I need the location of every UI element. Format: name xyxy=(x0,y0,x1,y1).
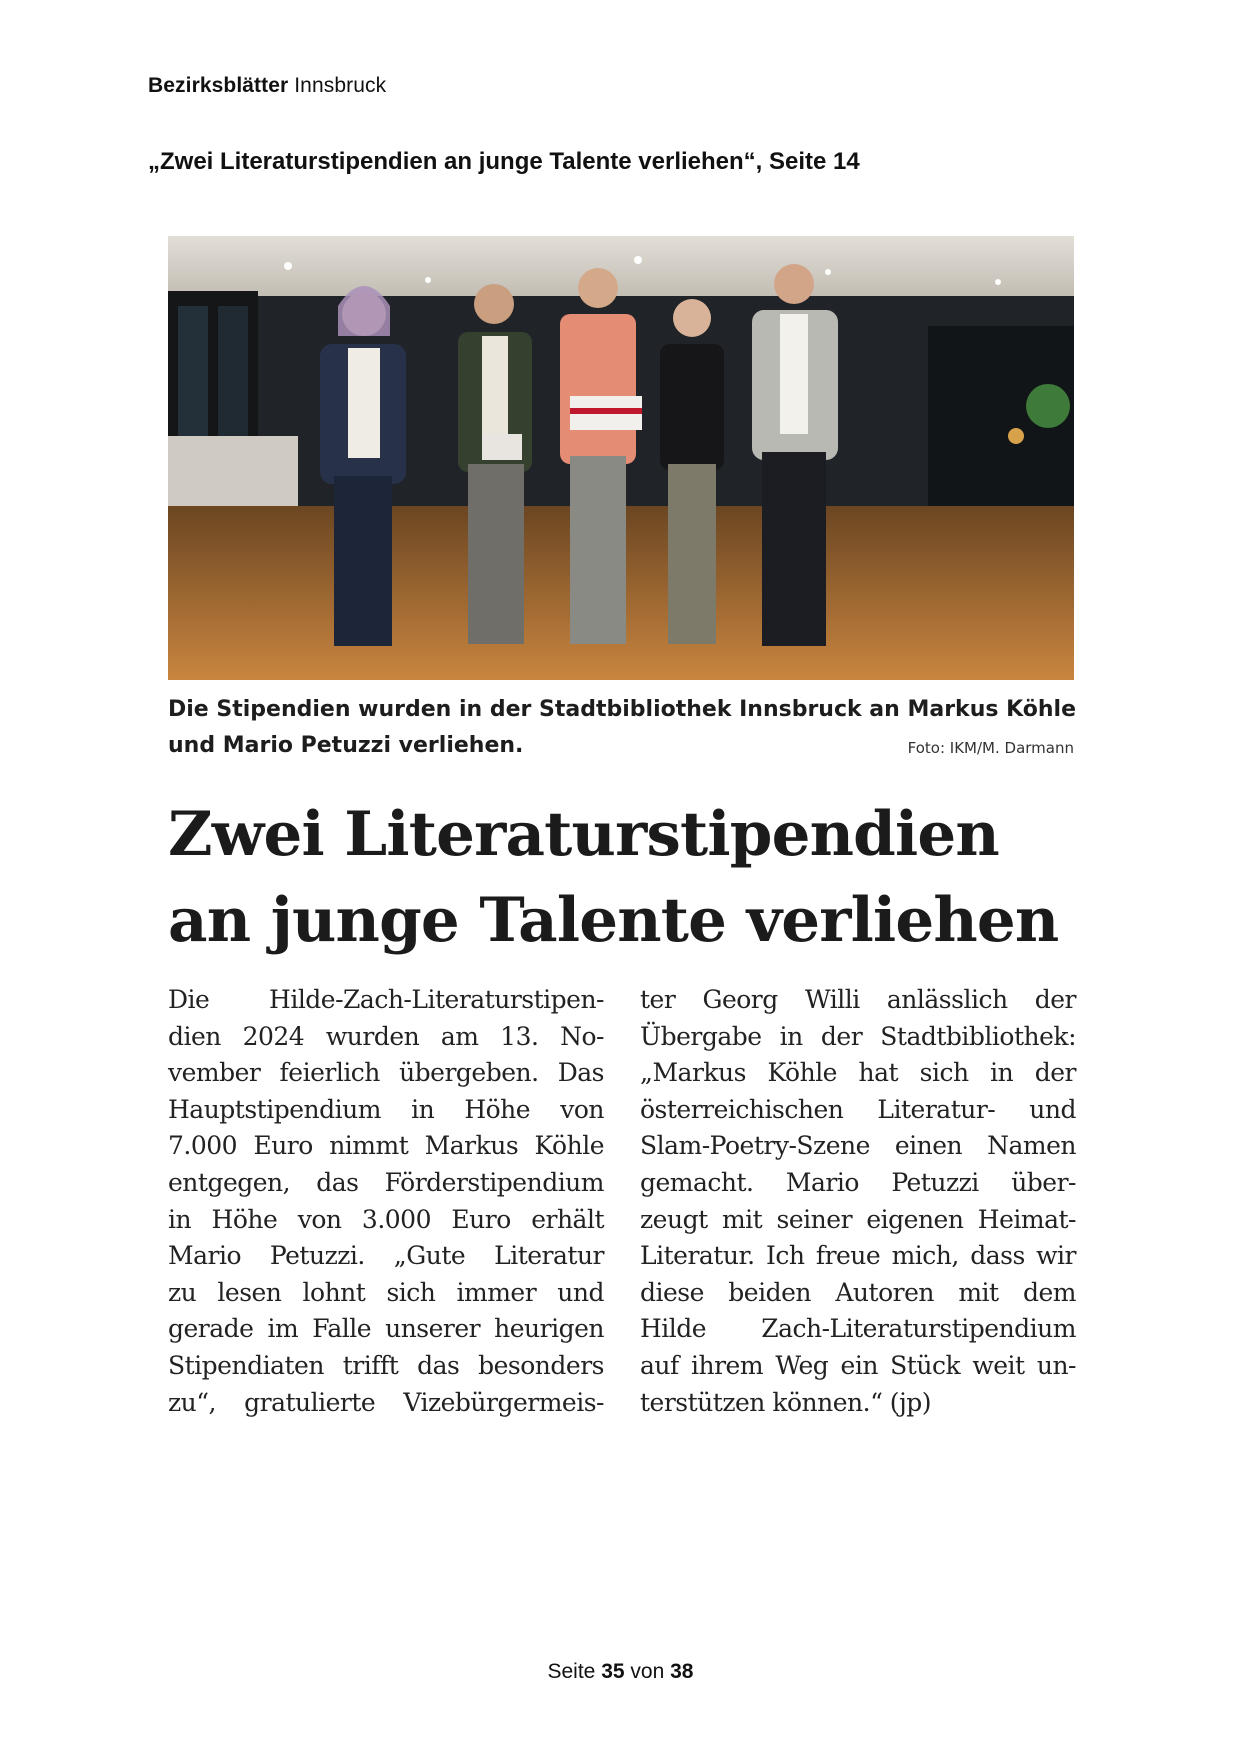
publication-source xyxy=(148,74,386,98)
body-line: Stipendiaten trifft das besonders xyxy=(168,1350,604,1380)
article-photo xyxy=(168,236,1074,680)
body-column-right xyxy=(640,982,1076,1421)
left-wall-panel xyxy=(168,436,298,516)
body-column-left xyxy=(168,982,604,1421)
caption-line: Die Stipendien wurden in der Stadtbibliothek Innsbruck an Markus Köhle xyxy=(168,697,1077,722)
body-line: zu lesen lohnt sich immer und xyxy=(168,1277,604,1307)
photo-illustration xyxy=(168,236,1074,680)
page-total: 38 xyxy=(670,1660,694,1683)
body-line: vember feierlich übergeben. Das xyxy=(168,1058,604,1088)
headline-line: Zwei Literaturstipendien xyxy=(168,799,999,870)
body-line: diese beiden Autoren mit dem xyxy=(640,1277,1076,1307)
caption-line: und Mario Petuzzi verliehen. xyxy=(168,733,524,758)
page-footer xyxy=(0,1660,1241,1684)
article-headline xyxy=(168,792,1088,964)
page-prefix: Seite xyxy=(547,1660,596,1683)
body-line: Slam-Poetry-Szene einen Namen xyxy=(640,1131,1076,1161)
body-line: dien 2024 wurden am 13. No- xyxy=(168,1021,604,1051)
article-reference: „Zwei Literaturstipendien an junge Talente verliehen“, Seite 14 xyxy=(148,148,860,175)
body-line: Literatur. Ich freue mich, dass wir xyxy=(640,1241,1076,1271)
body-line: Hilde Zach-Literaturstipendium xyxy=(640,1314,1076,1344)
page-separator: von xyxy=(630,1660,665,1683)
body-line: zeugt mit seiner eigenen Heimat- xyxy=(640,1204,1076,1234)
body-line: Hauptstipendium in Höhe von xyxy=(168,1094,604,1124)
body-line: Mario Petuzzi. „Gute Literatur xyxy=(168,1241,604,1271)
page-current: 35 xyxy=(601,1660,625,1683)
photo-credit: Foto: IKM/M. Darmann xyxy=(907,739,1074,757)
publication-name: Bezirksblätter xyxy=(148,74,289,97)
body-line: in Höhe von 3.000 Euro erhält xyxy=(168,1204,604,1234)
body-line: österreichischen Literatur- und xyxy=(640,1094,1076,1124)
body-line: Die Hilde-Zach-Literaturstipen- xyxy=(168,985,604,1014)
headline-line: an junge Talente verliehen xyxy=(168,885,1059,956)
person-5 xyxy=(752,264,838,646)
body-line: gerade im Falle unserer heurigen xyxy=(168,1314,604,1344)
person-2 xyxy=(458,284,532,644)
body-line: terstützen können.“ (jp) xyxy=(640,1387,932,1417)
body-line: 7.000 Euro nimmt Markus Köhle xyxy=(168,1131,604,1161)
body-line: ter Georg Willi anlässlich der xyxy=(640,985,1076,1014)
body-line: Übergabe in der Stadtbibliothek: xyxy=(640,1021,1076,1051)
body-line: zu“, gratulierte Vizebürgermeis- xyxy=(168,1387,604,1417)
body-line: „Markus Köhle hat sich in der xyxy=(640,1058,1076,1088)
body-line: gemacht. Mario Petuzzi über- xyxy=(640,1167,1076,1197)
person-4 xyxy=(660,299,724,644)
body-line: auf ihrem Weg ein Stück weit un- xyxy=(640,1350,1076,1380)
body-line: entgegen, das Förderstipendium xyxy=(168,1167,604,1197)
publication-region: Innsbruck xyxy=(294,74,387,97)
